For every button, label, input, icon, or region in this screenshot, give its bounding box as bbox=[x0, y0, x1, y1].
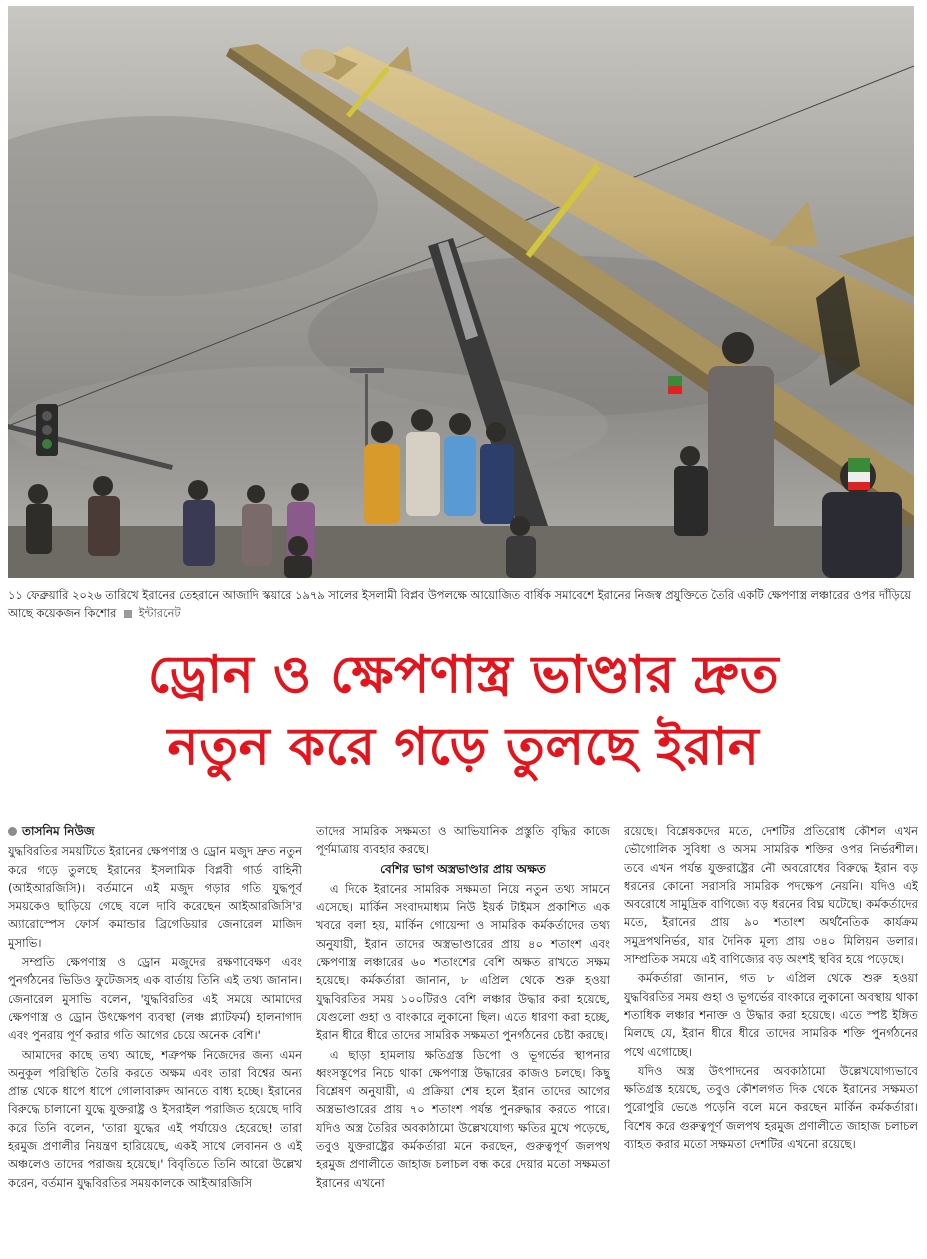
news-photo bbox=[8, 6, 914, 578]
photo-credit: ইন্টারনেট bbox=[138, 606, 181, 620]
paragraph: আমাদের কাছে তথ্য আছে, শত্রুপক্ষ নিজেদের জন্য এমন অনুকূল পরিস্থিতি তৈরি করতে অক্ষম এবং তারা বিশ্বের অন্য প্রান্ত থেকে ধাপে ধাপে গোলাবারুদ আনতে বাধ্য হচ্ছে। ইরানের বিরুদ্ধে চালানো যুদ্ধে যুক্তরাষ্ট্র ও ইসরাইল পরাজিত হয়েছে দাবি করে তিনি বলেন, 'তারা যুদ্ধের এই পর্যায়েও হেরেছে! তারা হরমুজ প্রণালীর নিয়ন্ত্রণ হারিয়েছে, একই সাথে লেবানন ও এই অঞ্চলেও তাদের পরাজয় হয়েছে।' বিবৃতিতে তিনি আরো উল্লেখ করেন, বর্তমান যুদ্ধবিরতির সময়কালকে আইআরজিসি bbox=[8, 1047, 302, 1190]
credit-square-icon bbox=[124, 610, 132, 618]
byline-text: তাসনিম নিউজ bbox=[22, 824, 95, 838]
paragraph: এ ছাড়া হামলায় ক্ষতিগ্রস্ত ডিপো ও ভূগর্ভের স্থাপনার ধ্বংসস্তূপের নিচে থাকা ক্ষেপণাস্ত্র উদ্ধারের কাজও চলছে। কিছু বিশ্লেষণ অনুযায়ী, এ প্রক্রিয়া শেষ হলে ইরান তাদের আগের অস্ত্রভাণ্ডারের প্রায় ৭০ শতাংশ পর্যন্ত পুনরুদ্ধার করতে পারে। যদিও অস্ত্র তৈরির অবকাঠামো উল্লেখযোগ্য ক্ষতির মুখে পড়েছে, তবুও যুক্তরাষ্ট্রের কর্মকর্তারা মনে করছেন, গুরুত্বপূর্ণ জলপথ হরমুজ প্রণালীতে জাহাজ চলাচল বন্ধ করে দেয়ার মতো সক্ষমতা ইরানের এখনো bbox=[316, 1047, 610, 1190]
headline-line-1: ড্রোন ও ক্ষেপণাস্ত্র ভাণ্ডার দ্রুত bbox=[147, 645, 780, 705]
headline-line-2: নতুন করে গড়ে তুলছে ইরান bbox=[167, 716, 760, 777]
paragraph: কর্মকর্তারা জানান, গত ৮ এপ্রিল থেকে শুরু হওয়া যুদ্ধবিরতির সময় গুহা ও ভূগর্ভের বাংকারে লুকানো অবস্থায় থাকা শতাধিক লঞ্চার শনাক্ত ও উদ্ধার করা হয়েছে। এতে স্পষ্ট ইঙ্গিত মিলছে যে, ইরান ধীরে ধীরে তাদের সামরিক শক্তি পুনর্গঠনের পথে এগোচ্ছে। bbox=[624, 971, 918, 1059]
article-column-2 bbox=[316, 822, 610, 1252]
paragraph: এ দিকে ইরানের সামরিক সক্ষমতা নিয়ে নতুন তথ্য সামনে এসেছে। মার্কিন সংবাদমাধ্যম নিউ ইয়র্ক টাইমস প্রকাশিত এক খবরে বলা হয়, মার্কিন গোয়েন্দা ও সামরিক কর্মকর্তাদের তথ্য অনুযায়ী, ইরান তাদের অস্ত্রভাণ্ডারের প্রায় ৪০ শতাংশ এবং ক্ষেপণাস্ত্র লঞ্চারের ৬০ শতাংশের বেশি অক্ষত রাখতে সক্ষম হয়েছে। কর্মকর্তারা জানান, ৮ এপ্রিল থেকে শুরু হওয়া যুদ্ধবিরতির সময় ১০০টিরও বেশি লঞ্চার উদ্ধার করা হয়েছে, যেগুলো গুহা ও বাংকারে লুকানো ছিল। এতে ধারণা করা হচ্ছে, ইরান ধীরে ধীরে তাদের সামরিক সক্ষমতা পুনর্গঠনের চেষ্টা করছে। bbox=[316, 881, 610, 1043]
bullet-icon bbox=[8, 827, 17, 836]
article-column-3 bbox=[624, 822, 918, 1252]
article-body bbox=[8, 822, 918, 1252]
paragraph: সম্প্রতি ক্ষেপণাস্ত্র ও ড্রোন মজুদের রক্ষণাবেক্ষণ এবং পুনর্গঠনের ভিডিও ফুটেজসহ এক বার্তায় তিনি এই তথ্য জানান। জেনারেল মুসাভি বলেন, 'যুদ্ধবিরতির এই সময়ে আমাদের ক্ষেপণাস্ত্র ও ড্রোন উৎক্ষেপণ ব্যবস্থা (লঞ্চ প্ল্যাটফর্ম) হালনাগাদ এবং পুনরায় পূর্ণ করার গতি আগের চেয়ে অনেক বেশি।' bbox=[8, 955, 302, 1043]
caption-text: ১১ ফেব্রুয়ারি ২০২৬ তারিখে ইরানের তেহরানে আজাদি স্কয়ারে ১৯৭৯ সালের ইসলামী বিপ্লব উপলক্ষে আয়োজিত বার্ষিক সমাবেশে ইরানের নিজস্ব প্রযুক্তিতে তৈরি একটি ক্ষেপণাস্ত্র লঞ্চারের ওপর দাঁড়িয়ে আছে কয়েকজন কিশোর bbox=[8, 588, 911, 620]
headline bbox=[0, 640, 927, 784]
subheading: বেশির ভাগ অস্ত্রভাণ্ডার প্রায় অক্ষত bbox=[380, 861, 546, 876]
paragraph: যুদ্ধবিরতির সময়টিতে ইরানের ক্ষেপণাস্ত্র ও ড্রোন মজুদ দ্রুত নতুন করে গড়ে তুলছে ইরানের ইসলামিক বিপ্লবী গার্ড বাহিনী (আইআরজিসি)। বর্তমানে এই মজুদ গড়ার গতি যুদ্ধপূর্ব সময়কেও ছাড়িয়ে গেছে বলে দাবি করেছেন আইআরজিসি'র অ্যারোস্পেস ফোর্স কমান্ডার ব্রিগেডিয়ার জেনারেল মাজিদ মুসাভি। bbox=[8, 844, 302, 950]
paragraph: তাদের সামরিক সক্ষমতা ও আভিযানিক প্রস্তুতি বৃদ্ধির কাজে পূর্ণমাত্রায় ব্যবহার করছে। bbox=[316, 824, 610, 857]
missile-launcher-photo bbox=[8, 6, 914, 578]
byline bbox=[8, 822, 302, 840]
paragraph: রয়েছে। বিশ্লেষকদের মতে, দেশটির প্রতিরোধ কৌশল এখন ভৌগোলিক সুবিধা ও অসম সামরিক শক্তির ওপর নির্ভরশীল। তবে এখন পর্যন্ত যুক্তরাষ্ট্রের নৌ অবরোধের বিরুদ্ধে ইরান বড় ধরনের কোনো সরাসরি সামরিক পদক্ষেপ নেয়নি। যদিও এই অবরোধে সামুদ্রিক বাণিজ্যে বড় ধরনের বিঘ্ন ঘটেছে। কর্মকর্তাদের মতে, ইরানের প্রায় ৯০ শতাংশ অর্থনৈতিক কার্যক্রম সমুদ্রপথনির্ভর, যার দৈনিক মূল্য প্রায় ৩৪০ মিলিয়ন ডলার। সাম্প্রতিক সময়ে এই বাণিজ্যের বড় অংশই স্থবির হয়ে পড়েছে। bbox=[624, 824, 918, 967]
photo-caption bbox=[8, 586, 918, 622]
article-column-1 bbox=[8, 822, 302, 1252]
paragraph: যদিও অস্ত্র উৎপাদনের অবকাঠামো উল্লেখযোগ্যভাবে ক্ষতিগ্রস্ত হয়েছে, তবুও কৌশলগত দিক থেকে ইরানের সক্ষমতা পুরোপুরি ভেঙে পড়েনি বলে মনে করছেন মার্কিন কর্মকর্তারা। বিশেষ করে গুরুত্বপূর্ণ জলপথ হরমুজ প্রণালীতে জাহাজ চলাচল ব্যাহত করার মতো সক্ষমতা দেশটির এখনো রয়েছে। bbox=[624, 1063, 918, 1152]
